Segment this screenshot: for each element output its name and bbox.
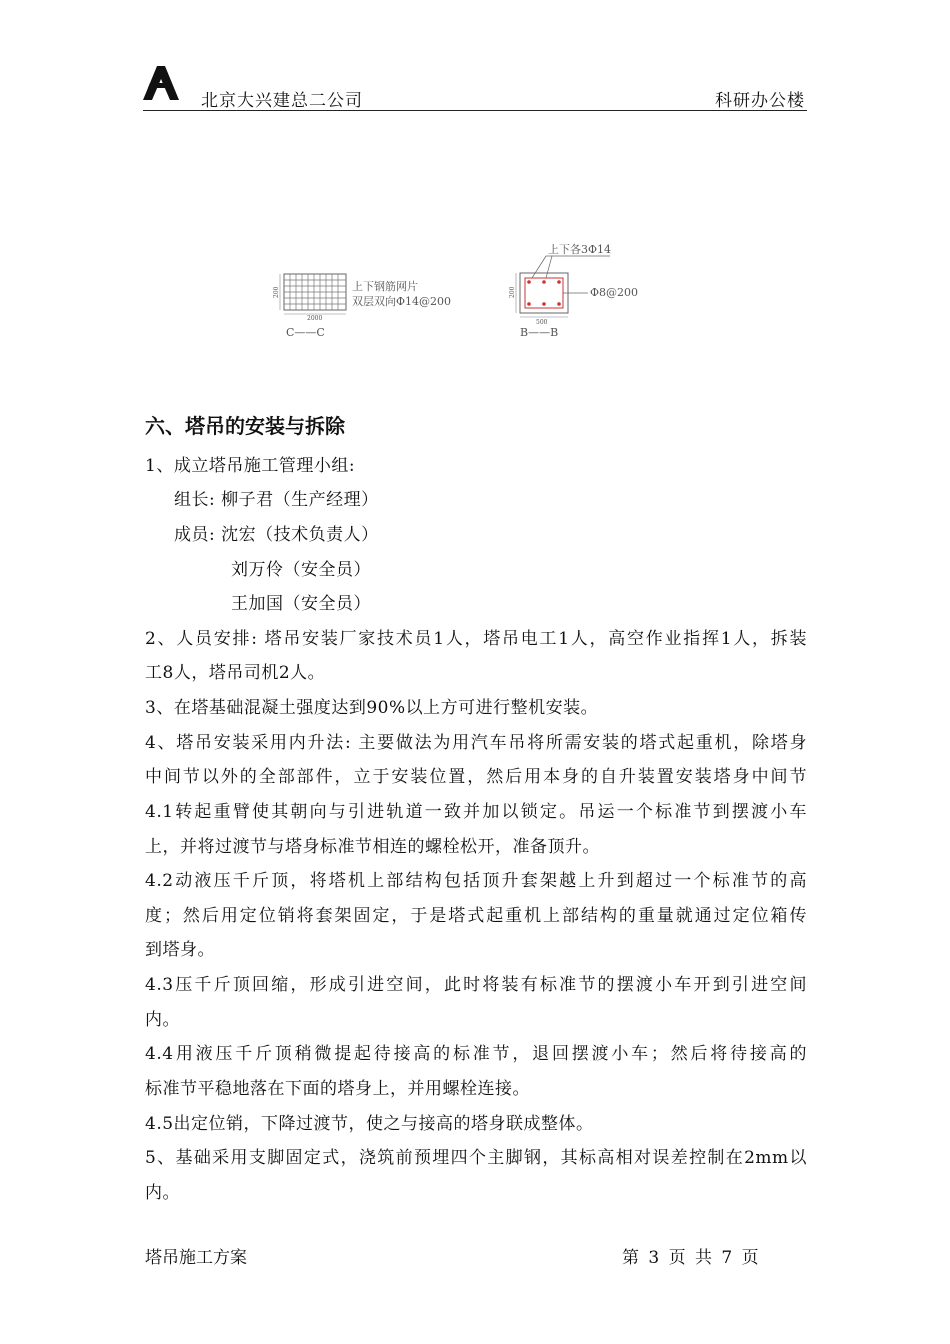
paragraph-line: 度；然后用定位销将套架固定，于是塔式起重机上部结构的重量就通过定位箱传: [145, 906, 807, 926]
paragraph-line: 3、在塔基础混凝土强度达到90%以上方可进行整机安装。: [145, 698, 599, 718]
paragraph-line: 1、成立塔吊施工管理小组:: [145, 456, 356, 476]
paragraph-line: 2、人员安排: 塔吊安装厂家技术员1人，塔吊电工1人，高空作业指挥1人，拆装: [145, 629, 807, 649]
mesh-width-dim: 2000: [307, 315, 323, 322]
project-name: 科研办公楼: [715, 91, 805, 111]
section-label-c-c: C——C: [286, 326, 325, 339]
mesh-note-line2: 双层双向Φ14@200: [352, 295, 452, 308]
paragraph-line: 内。: [145, 1183, 180, 1203]
footer-document-title: 塔吊施工方案: [145, 1248, 247, 1268]
paragraph-line: 4.3压千斤顶回缩，形成引进空间，此时将装有标准节的摆渡小车开到引进空间: [145, 975, 807, 995]
paragraph-line: 中间节以外的全部部件，立于安装位置，然后用本身的自升装置安装塔身中间节: [145, 767, 807, 787]
beam-section-b-b: [509, 242, 638, 339]
paragraph-line: 4.2动液压千斤顶，将塔机上部结构包括顶升套架越上升到超过一个标准节的高: [145, 871, 807, 891]
foundation-section-diagram: [270, 238, 670, 348]
paragraph-line: 成员: 沈宏（技术负责人）: [174, 525, 379, 545]
paragraph-line: 标准节平稳地落在下面的塔身上，并用螺栓连接。: [145, 1079, 530, 1099]
rebar-top-note: 上下各3Φ14: [548, 243, 612, 256]
paragraph-line: 上，并将过渡节与塔身标准节相连的螺栓松开，准备顶升。: [145, 837, 600, 857]
company-logo-icon: [143, 66, 179, 100]
paragraph-line: 4.5出定位销，下降过渡节，使之与接高的塔身联成整体。: [145, 1114, 594, 1134]
paragraph-line: 5、基础采用支脚固定式，浇筑前预埋四个主脚钢，其标高相对误差控制在2mm以: [145, 1148, 807, 1168]
mesh-note-line1: 上下钢筋网片: [352, 280, 418, 293]
footer-page-number: 第 3 页 共 7 页: [622, 1248, 759, 1268]
paragraph-line: 4.1转起重臂使其朝向与引进轨道一致并加以锁定。吊运一个标准节到摆渡小车: [145, 802, 807, 822]
paragraph-line: 王加国（安全员）: [231, 594, 371, 614]
mesh-height-dim: 200: [273, 286, 280, 298]
paragraph-line: 工8人，塔吊司机2人。: [145, 663, 326, 683]
page-header: [143, 62, 807, 111]
beam-height-dim: 200: [509, 286, 516, 298]
section-label-b-b: B——B: [520, 326, 559, 339]
paragraph-line: 4.4用液压千斤顶稍微提起待接高的标准节，退回摆渡小车；然后将待接高的: [145, 1044, 807, 1064]
company-name: 北京大兴建总二公司: [201, 91, 363, 111]
section-title: 六、塔吊的安装与拆除: [145, 414, 345, 438]
paragraph-line: 4、塔吊安装采用内升法: 主要做法为用汽车吊将所需安装的塔式起重机，除塔身: [145, 733, 807, 753]
stirrup-note: Φ8@200: [590, 286, 639, 299]
paragraph-line: 刘万伶（安全员）: [231, 560, 371, 580]
beam-width-dim: 500: [536, 319, 548, 326]
paragraph-line: 组长: 柳子君（生产经理）: [174, 490, 379, 510]
mesh-plan-c-c: [273, 274, 451, 339]
paragraph-line: 内。: [145, 1010, 180, 1030]
paragraph-line: 到塔身。: [145, 940, 215, 960]
